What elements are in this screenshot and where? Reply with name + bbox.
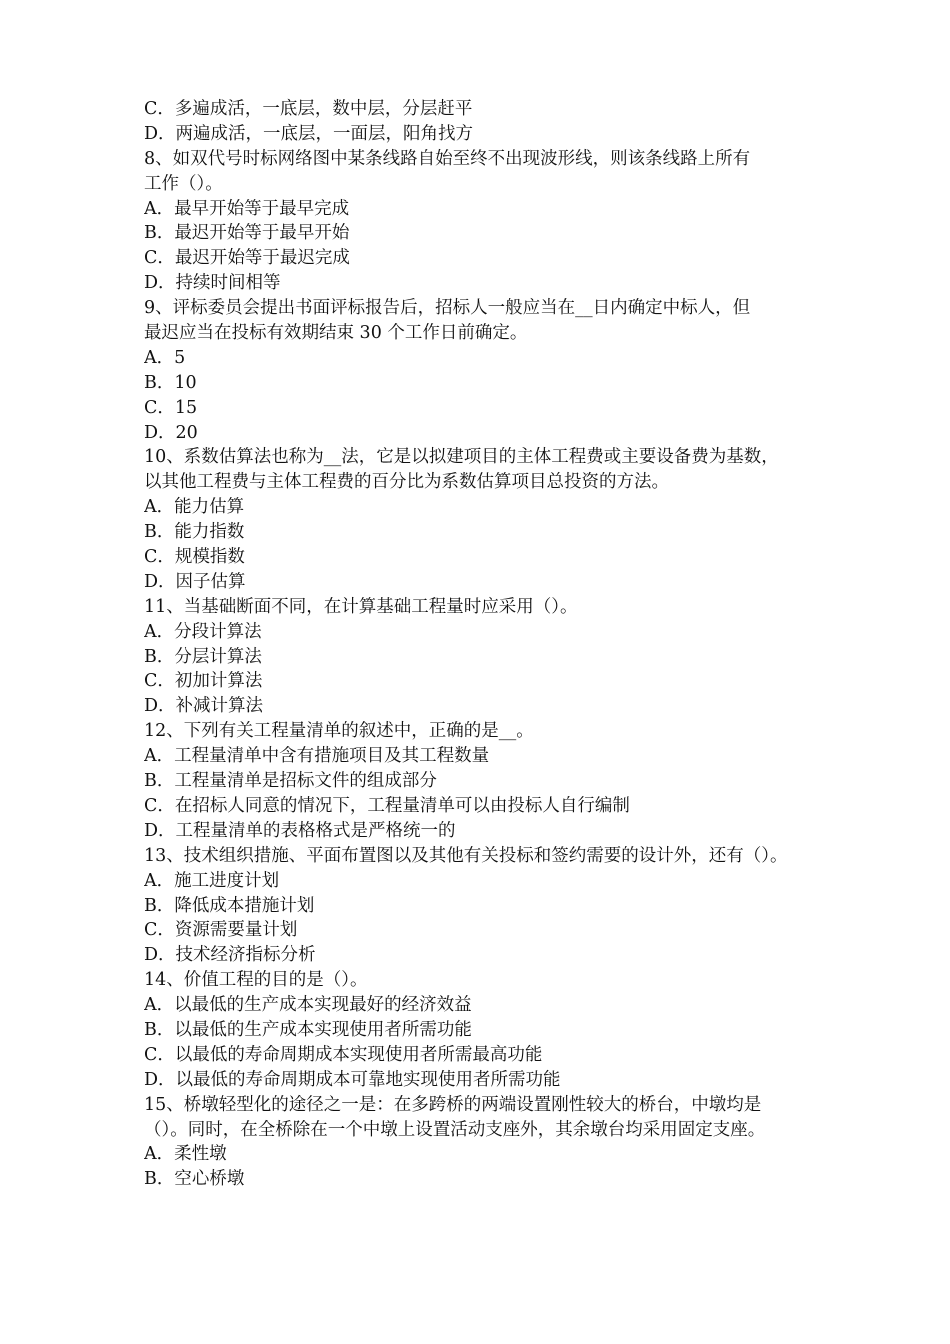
- option-a: A．工程量清单中含有措施项目及其工程数量: [144, 746, 490, 767]
- option-a: A．最早开始等于最早完成: [144, 198, 350, 219]
- option-b: B．能力指数: [144, 522, 245, 543]
- option-d: D．因子估算: [144, 571, 246, 592]
- option-d: D．20: [144, 422, 198, 443]
- text-line: D．两遍成活，一底层，一面层，阳角找方: [144, 123, 474, 144]
- option-a: A．施工进度计划: [144, 870, 280, 891]
- option-a: A．分段计算法: [144, 621, 262, 642]
- option-b: B．分层计算法: [144, 646, 262, 667]
- option-b: B．最迟开始等于最早开始: [144, 223, 350, 244]
- question-8: 8、如双代号时标网络图中某条线路自始至终不出现波形线，则该条线路上所有: [144, 148, 751, 169]
- option-c: C．初加计算法: [144, 671, 263, 692]
- option-d: D．工程量清单的表格格式是严格统一的: [144, 820, 456, 841]
- option-c: C．资源需要量计划: [144, 920, 298, 941]
- option-a: A．以最低的生产成本实现最好的经济效益: [144, 995, 472, 1016]
- option-d: D．补减计算法: [144, 696, 264, 717]
- question-11: 11、当基础断面不同，在计算基础工程量时应采用（）。: [144, 596, 578, 617]
- option-a: A．5: [144, 347, 186, 368]
- question-10: 10、系数估算法也称为__法，它是以拟建项目的主体工程费或主要设备费为基数，: [144, 447, 779, 468]
- question-14: 14、价值工程的目的是（）。: [144, 970, 368, 991]
- option-b: B．降低成本措施计划: [144, 895, 315, 916]
- option-d: D．以最低的寿命周期成本可靠地实现使用者所需功能: [144, 1069, 561, 1090]
- option-b: B．空心桥墩: [144, 1169, 245, 1190]
- option-c: C．在招标人同意的情况下，工程量清单可以由投标人自行编制: [144, 795, 630, 816]
- question-12: 12、下列有关工程量清单的叙述中，正确的是__。: [144, 721, 534, 742]
- option-b: B．以最低的生产成本实现使用者所需功能: [144, 1019, 472, 1040]
- text-line: （）。同时，在全桥除在一个中墩上设置活动支座外，其余墩台均采用固定支座。: [144, 1119, 766, 1140]
- option-d: D．技术经济指标分析: [144, 945, 316, 966]
- document-body: [144, 97, 812, 1192]
- option-a: A．柔性墩: [144, 1144, 227, 1165]
- text-line: 以其他工程费与主体工程费的百分比为系数估算项目总投资的方法。: [144, 472, 669, 493]
- text-line: 最迟应当在投标有效期结束 30 个工作日前确定。: [144, 323, 528, 344]
- option-c: C．以最低的寿命周期成本实现使用者所需最高功能: [144, 1044, 543, 1065]
- option-c: C．规模指数: [144, 547, 245, 568]
- option-d: D．持续时间相等: [144, 273, 281, 294]
- option-c: C．15: [144, 397, 198, 418]
- question-15: 15、桥墩轻型化的途径之一是：在多跨桥的两端设置刚性较大的桥台，中墩均是: [144, 1094, 762, 1115]
- option-c: C．最迟开始等于最迟完成: [144, 248, 350, 269]
- option-b: B．工程量清单是招标文件的组成部分: [144, 771, 437, 792]
- text-line: 工作（）。: [144, 173, 223, 194]
- question-9: 9、评标委员会提出书面评标报告后，招标人一般应当在__日内确定中标人，但: [144, 298, 751, 319]
- option-a: A．能力估算: [144, 497, 245, 518]
- text-line: C．多遍成活，一底层，数中层，分层赶平: [144, 99, 473, 119]
- question-13: 13、技术组织措施、平面布置图以及其他有关投标和签约需要的设计外，还有（）。: [144, 845, 788, 866]
- option-b: B．10: [144, 372, 197, 393]
